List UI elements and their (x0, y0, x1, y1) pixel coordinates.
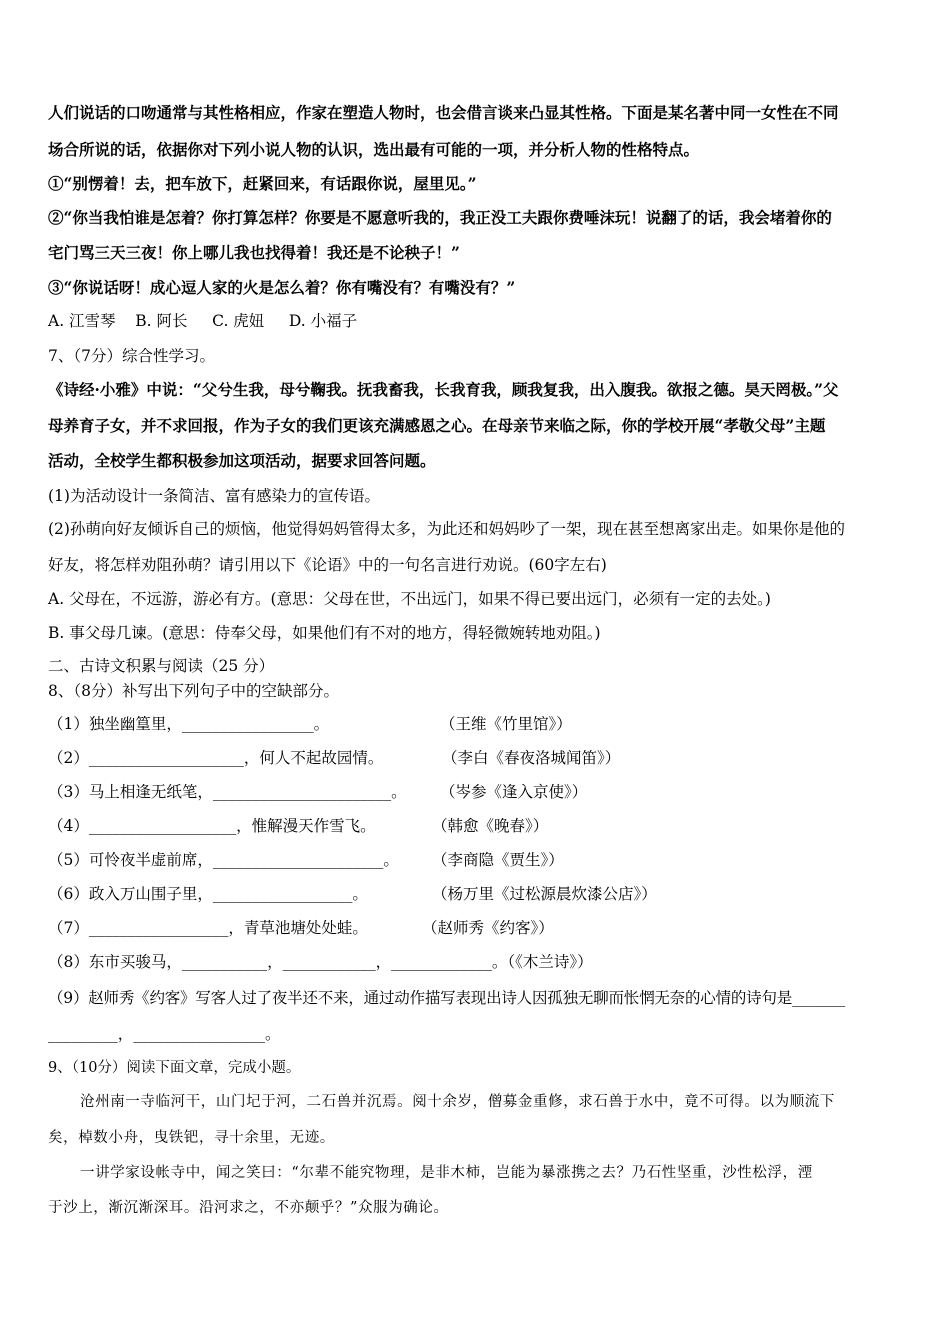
quote-2: ②“你当我怕谁是怎着？你打算怎样？你要是不愿意听我的，我正没工夫跟你费唾沫玩！说翻了的话，我会堵着你的 (48, 208, 832, 227)
fill-item-5: （5）可怜夜半虚前席，______________________。 (48, 851, 399, 869)
fill-item-7-source: （赵师秀《约客》） (422, 919, 554, 937)
fill-item-8: （8）东市买骏马，___________，____________，_____________。（《木兰诗》） (48, 953, 593, 971)
intro-line-1: 人们说话的口吻通常与其性格相应，作家在塑造人物时，也会借言谈来凸显其性格。下面是某名著中同一女性在不同 (48, 103, 839, 122)
fill-item-4-source: （韩愈《晚春》） (432, 817, 549, 835)
quote-2-cont: 宅门骂三天三夜！你上哪儿我也找得着！我还是不论秧子！” (48, 243, 460, 262)
question-9-heading: 9、（10分）阅读下面文章，完成小题。 (48, 1060, 301, 1076)
fill-item-2-source: （李白《春夜洛城闻笛》） (442, 749, 621, 767)
question-7-sub-2: (2)孙萌向好友倾诉自己的烦恼，他觉得妈妈管得太多，为此还和妈妈吵了一架，现在甚至想离家出走。如果你是他的 (48, 520, 845, 538)
fill-item-5-source: （李商隐《贾生》） (432, 851, 564, 869)
passage-line: 一讲学家设帐寺中，闻之笑曰：“尔辈不能究物理，是非木柿，岂能为暴涨携之去？乃石性坚重，沙性松浮，湮 (80, 1165, 813, 1181)
question-7-sub-2-cont: 好友，将怎样劝阻孙萌？请引用以下《论语》中的一句名言进行劝说。(60字左右) (48, 556, 607, 574)
section-2-title: 二、古诗文积累与阅读（25 分） (48, 657, 275, 675)
quote-3: ③“你说话呀！成心逗人家的火是怎么着？你有嘴没有？有嘴没有？” (48, 278, 516, 297)
fill-item-7: （7）__________________，青草池塘处处蛙。 (48, 919, 368, 937)
intro-line-2: 场合所说的话，依据你对下列小说人物的认识，选出最有可能的一项，并分析人物的性格特点。 (48, 140, 700, 159)
fill-item-3: （3）马上相逢无纸笔，_______________________。 (48, 783, 407, 801)
passage-line: 于沙上，渐沉渐深耳。沿河求之，不亦颠乎？”众服为确论。 (48, 1200, 449, 1216)
quote-1: ①“别愣着！去，把车放下，赶紧回来，有话跟你说，屋里见。” (48, 174, 477, 193)
question-7-sub-1: (1)为活动设计一条简洁、富有感染力的宣传语。 (48, 487, 380, 505)
question-7-para-line: 母养育子女，并不求回报，作为子女的我们更该充满感恩之心。在母亲节来临之际，你的学校开展“孝敬父母”主题 (48, 416, 826, 435)
question-7-option-a: A. 父母在，不远游，游必有方。(意思：父母在世，不出远门，如果不得已要出远门，必须有一定的去处。) (48, 590, 771, 608)
fill-item-6-source: （杨万里《过松源晨炊漆公店》） (432, 885, 657, 903)
question-7-option-b: B. 事父母几谏。(意思：侍奉父母，如果他们有不对的地方，得轻微婉转地劝阻。) (48, 624, 601, 642)
question-6-options: A. 江雪琴 B. 阿长 C. 虎妞 D. 小福子 (48, 312, 358, 330)
question-7-para-line: 活动，全校学生都积极参加这项活动，据要求回答问题。 (48, 451, 436, 470)
passage-line: 矣，棹数小舟，曳铁钯，寻十余里，无迹。 (48, 1130, 335, 1146)
fill-item-1-source: （王维《竹里馆》） (440, 715, 572, 733)
fill-item-9-cont: _________，_________________。 (48, 1025, 281, 1043)
fill-item-2: （2）____________________，何人不起故园情。 (48, 749, 384, 767)
fill-item-3-source: （岑参《逢入京使》） (440, 783, 588, 801)
question-7-para-line: 《诗经·小雅》中说：“父兮生我，母兮鞠我。抚我畜我，长我育我，顾我复我，出入腹我。欲报之德。昊天罔极。”父 (48, 380, 839, 399)
fill-item-4: （4）___________________，惟解漫天作雪飞。 (48, 817, 376, 835)
fill-item-1: （1）独坐幽篁里，_________________。 (48, 715, 330, 733)
fill-item-9: （9）赵师秀《约客》写客人过了夜半还不来，通过动作描写表现出诗人因孤独无聊而怅惘无奈的心情的诗句是_______ (48, 989, 845, 1007)
passage-line: 沧州南一寺临河干，山门圮于河，二石兽并沉焉。阅十余岁，僧募金重修，求石兽于水中，竟不可得。以为顺流下 (80, 1094, 835, 1110)
question-7-heading: 7、（7分）综合性学习。 (48, 347, 215, 365)
fill-item-6: （6）政入万山围子里，__________________。 (48, 885, 368, 903)
question-8-heading: 8、（8分）补写出下列句子中的空缺部分。 (48, 682, 339, 700)
